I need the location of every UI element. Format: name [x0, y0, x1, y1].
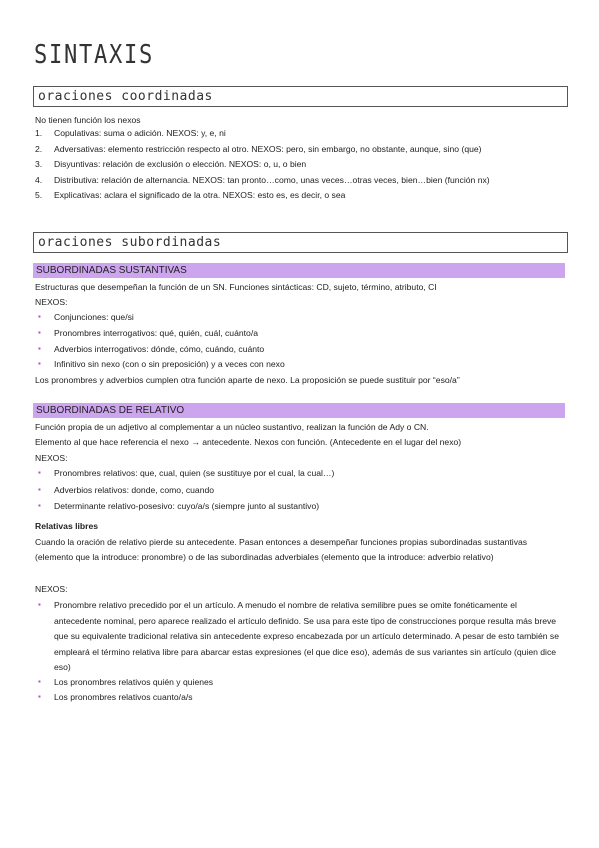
list-item-number: 1. — [35, 128, 43, 138]
bullet-icon: ▪ — [38, 677, 41, 686]
sustantivas-nexos-label: NEXOS: — [35, 297, 68, 307]
band-relativo: SUBORDINADAS DE RELATIVO — [33, 403, 565, 418]
list-item: Adversativas: elemento restricción respecto al otro. NEXOS: pero, sin embargo, no obstante, aunque, sino (que) — [54, 144, 482, 154]
sustantivas-closing: Los pronombres y adverbios cumplen otra función aparte de nexo. La proposición se puede sustituir por “eso/a” — [35, 375, 460, 385]
list-item: Explicativas: aclara el significado de la otra. NEXOS: esto es, es decir, o sea — [54, 190, 346, 200]
section-heading-subordinadas: oraciones subordinadas — [33, 232, 568, 253]
list-item: Infinitivo sin nexo (con o sin preposición) y a veces con nexo — [54, 359, 285, 369]
list-item-number: 2. — [35, 144, 43, 154]
bullet-icon: ▪ — [38, 501, 41, 510]
relativo-definition: Función propia de un adjetivo al complementar a un núcleo sustantivo, realizan la función de Ady o CN. — [35, 422, 429, 432]
list-item: Copulativas: suma o adición. NEXOS: y, e, ni — [54, 128, 226, 138]
list-item: Pronombre relativo precedido por el un artículo. A menudo el nombre de relativa semilibre pues se omite fonéticamente el antecedente nominal, pero aparece realizado el artículo definido. Se usa para este tipo de construcciones porque resulta más breve que su equivalente tradicional relativa sin antecedente expreso encabezada por un artículo determinado. A pesar de esto también se empleará el término relativa libre para abarcar estas expresiones (el que dice eso), además de sus variantes sin artículo (quien dice eso) — [54, 600, 559, 672]
bullet-icon: ▪ — [38, 328, 41, 337]
bullet-icon: ▪ — [38, 485, 41, 494]
list-item-number: 4. — [35, 175, 43, 185]
libres-nexos-label: NEXOS: — [35, 584, 68, 594]
band-sustantivas: SUBORDINADAS SUSTANTIVAS — [33, 263, 565, 278]
bullet-icon: ▪ — [38, 600, 41, 609]
list-item: Los pronombres relativos cuanto/a/s — [54, 692, 193, 702]
coordinadas-intro: No tienen función los nexos — [35, 115, 141, 125]
list-item-number: 5. — [35, 190, 43, 200]
libres-paragraph: Cuando la oración de relativo pierde su antecedente. Pasan entonces a desempeñar funciones propias subordinadas sustantivas (elemento que la introduce: pronombre) o de las subordinadas adverbiales (elemento que la introduce: adverbio relativo) — [35, 537, 528, 562]
bullet-icon: ▪ — [38, 312, 41, 321]
page-title: SINTAXIS — [34, 40, 155, 70]
list-item: Pronombres relativos: que, cual, quien (se sustituye por el cual, la cual…) — [54, 468, 335, 478]
section-heading-coordinadas: oraciones coordinadas — [33, 86, 568, 107]
list-item: Adverbios relativos: donde, como, cuando — [54, 485, 215, 495]
relativo-nexos-label: NEXOS: — [35, 453, 68, 463]
libres-subheading: Relativas libres — [35, 521, 99, 531]
bullet-icon: ▪ — [38, 468, 41, 477]
list-item: Determinante relativo-posesivo: cuyo/a/s (siempre junto al sustantivo) — [54, 501, 320, 511]
bullet-icon: ▪ — [38, 359, 41, 368]
relativo-antecedente: Elemento al que hace referencia el nexo → antecedente. Nexos con función. (Antecedente en el lugar del nexo) — [35, 437, 462, 447]
list-item-number: 3. — [35, 159, 43, 169]
bullet-icon: ▪ — [38, 692, 41, 701]
list-item: Distributiva: relación de alternancia. NEXOS: tan pronto…como, unas veces…otras veces, bien…bien (función nx) — [54, 175, 490, 185]
sustantivas-definition: Estructuras que desempeñan la función de un SN. Funciones sintácticas: CD, sujeto, término, atributo, CI — [35, 282, 437, 292]
list-item: Pronombres interrogativos: qué, quién, cuál, cuánto/a — [54, 328, 258, 338]
list-item: Adverbios interrogativos: dónde, cómo, cuándo, cuánto — [54, 344, 265, 354]
list-item: Disyuntivas: relación de exclusión o elección. NEXOS: o, u, o bien — [54, 159, 307, 169]
list-item: Conjunciones: que/si — [54, 312, 134, 322]
bullet-icon: ▪ — [38, 344, 41, 353]
list-item: Los pronombres relativos quién y quienes — [54, 677, 214, 687]
